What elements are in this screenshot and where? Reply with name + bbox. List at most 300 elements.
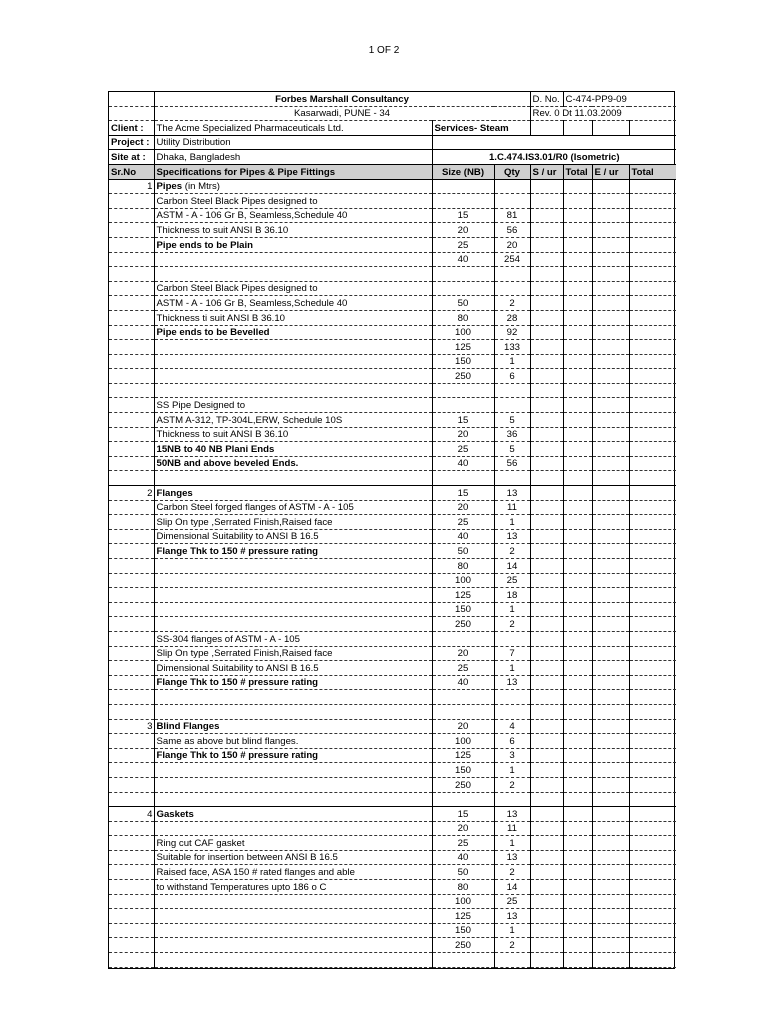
row-qty: 13 [494, 529, 530, 544]
doc-no-value: C-474-PP9-09 [563, 92, 676, 106]
row-e-ur [592, 456, 629, 471]
row-total-e [629, 223, 676, 238]
row-sr-no [109, 938, 154, 953]
row-total-e [629, 456, 676, 471]
row-s-ur [530, 909, 563, 924]
row-total-s [563, 179, 592, 194]
row-total-s [563, 807, 592, 822]
row-spec-suffix: (in Mtrs) [182, 181, 220, 193]
row-total-s [563, 223, 592, 238]
row-e-ur [592, 734, 629, 749]
row-size: 125 [432, 748, 494, 763]
table-row [109, 675, 676, 690]
table-row [109, 456, 676, 471]
table-row [109, 617, 676, 632]
row-sr-no [109, 369, 154, 384]
row-specification: Carbon Steel forged flanges of ASTM - A - 105 [154, 500, 432, 515]
table-row [109, 573, 676, 588]
row-total-s [563, 398, 592, 413]
row-size: 250 [432, 369, 494, 384]
table-row [109, 237, 676, 252]
row-size [432, 398, 494, 413]
table-row [109, 631, 676, 646]
row-sr-no [109, 763, 154, 778]
row-total-e [629, 836, 676, 851]
row-s-ur [530, 208, 563, 223]
row-qty: 13 [494, 675, 530, 690]
row-specification [154, 690, 432, 705]
row-size: 15 [432, 208, 494, 223]
row-size [432, 281, 494, 296]
row-e-ur [592, 398, 629, 413]
row-total-s [563, 340, 592, 355]
row-total-e [629, 880, 676, 895]
row-sr-no [109, 223, 154, 238]
row-qty [494, 383, 530, 398]
row-qty: 13 [494, 807, 530, 822]
row-specification: Flange Thk to 150 # pressure rating [154, 544, 432, 559]
row-sr-no [109, 821, 154, 836]
row-qty [494, 690, 530, 705]
row-sr-no [109, 500, 154, 515]
row-qty: 2 [494, 777, 530, 792]
row-total-e [629, 529, 676, 544]
row-total-e [629, 179, 676, 194]
row-total-e [629, 398, 676, 413]
row-qty: 11 [494, 500, 530, 515]
row-s-ur [530, 631, 563, 646]
row-total-e [629, 544, 676, 559]
row-s-ur [530, 500, 563, 515]
row-specification [154, 617, 432, 632]
row-total-s [563, 923, 592, 938]
row-total-e [629, 588, 676, 603]
table-row [109, 719, 676, 734]
row-size [432, 194, 494, 209]
row-e-ur [592, 880, 629, 895]
row-specification [154, 909, 432, 924]
row-total-e [629, 777, 676, 792]
row-specification: ASTM A-312, TP-304L,ERW, Schedule 10S [154, 413, 432, 428]
row-size: 20 [432, 223, 494, 238]
row-total-s [563, 704, 592, 719]
row-specification [154, 792, 432, 807]
col-total-e: Total [629, 164, 676, 179]
table-row [109, 296, 676, 311]
row-size: 250 [432, 938, 494, 953]
row-total-s [563, 909, 592, 924]
row-qty: 92 [494, 325, 530, 340]
row-specification [154, 179, 432, 194]
row-s-ur [530, 880, 563, 895]
row-qty: 6 [494, 734, 530, 749]
row-size: 20 [432, 821, 494, 836]
row-s-ur [530, 427, 563, 442]
table-row [109, 559, 676, 574]
row-qty: 4 [494, 719, 530, 734]
row-e-ur [592, 807, 629, 822]
company-address: Kasarwadi, PUNE - 34 [154, 106, 530, 121]
row-size: 25 [432, 237, 494, 252]
row-qty: 13 [494, 850, 530, 865]
row-e-ur [592, 194, 629, 209]
table-row [109, 777, 676, 792]
row-sr-no [109, 471, 154, 486]
row-size: 20 [432, 646, 494, 661]
row-size: 80 [432, 310, 494, 325]
row-s-ur [530, 559, 563, 574]
row-size: 100 [432, 325, 494, 340]
row-total-s [563, 544, 592, 559]
row-sr-no [109, 836, 154, 851]
row-e-ur [592, 573, 629, 588]
row-size [432, 792, 494, 807]
row-total-s [563, 602, 592, 617]
row-qty: 5 [494, 442, 530, 457]
row-sr-no [109, 748, 154, 763]
row-qty: 14 [494, 880, 530, 895]
row-qty [494, 471, 530, 486]
table-row [109, 544, 676, 559]
table-row [109, 310, 676, 325]
table-row [109, 661, 676, 676]
row-total-s [563, 734, 592, 749]
row-total-e [629, 938, 676, 953]
row-e-ur [592, 617, 629, 632]
table-row [109, 923, 676, 938]
row-specification: 50NB and above beveled Ends. [154, 456, 432, 471]
row-specification [154, 267, 432, 282]
row-sr-no [109, 413, 154, 428]
row-e-ur [592, 500, 629, 515]
table-row [109, 281, 676, 296]
row-specification: Dimensional Suitability to ANSI B 16.5 [154, 529, 432, 544]
row-specification: 15NB to 40 NB Plani Ends [154, 442, 432, 457]
row-sr-no [109, 515, 154, 530]
row-size [432, 690, 494, 705]
row-s-ur [530, 719, 563, 734]
table-row [109, 179, 676, 194]
row-s-ur [530, 179, 563, 194]
table-row [109, 807, 676, 822]
row-total-e [629, 675, 676, 690]
row-e-ur [592, 310, 629, 325]
table-row [109, 398, 676, 413]
table-row [109, 894, 676, 909]
client-value: The Acme Specialized Pharmaceuticals Ltd. [154, 121, 432, 136]
row-size: 20 [432, 427, 494, 442]
row-size: 50 [432, 296, 494, 311]
header-row-address [109, 106, 676, 121]
row-total-e [629, 325, 676, 340]
row-total-s [563, 777, 592, 792]
row-total-s [563, 208, 592, 223]
row-e-ur [592, 223, 629, 238]
row-qty: 2 [494, 544, 530, 559]
table-row [109, 938, 676, 953]
row-qty: 1 [494, 515, 530, 530]
row-qty: 5 [494, 413, 530, 428]
site-label: Site at : [109, 150, 154, 165]
row-sr-no [109, 617, 154, 632]
row-qty [494, 631, 530, 646]
row-qty: 1 [494, 763, 530, 778]
row-qty: 3 [494, 748, 530, 763]
row-s-ur [530, 369, 563, 384]
row-s-ur [530, 486, 563, 501]
row-sr-no [109, 296, 154, 311]
row-total-e [629, 383, 676, 398]
row-sr-no [109, 398, 154, 413]
drawing-ref: 1.C.474.IS3.01/R0 (Isometric) [432, 150, 676, 165]
row-total-e [629, 252, 676, 267]
row-specification [154, 923, 432, 938]
row-s-ur [530, 675, 563, 690]
row-e-ur [592, 442, 629, 457]
row-total-s [563, 953, 592, 968]
row-specification [154, 369, 432, 384]
row-e-ur [592, 486, 629, 501]
row-s-ur [530, 529, 563, 544]
row-total-s [563, 573, 592, 588]
row-total-s [563, 836, 592, 851]
row-s-ur [530, 894, 563, 909]
row-size [432, 179, 494, 194]
row-total-e [629, 296, 676, 311]
row-specification: Thickness to suit ANSI B 36.10 [154, 427, 432, 442]
row-s-ur [530, 354, 563, 369]
row-specification: Slip On type ,Serrated Finish,Raised face [154, 646, 432, 661]
row-qty [494, 398, 530, 413]
row-qty: 2 [494, 938, 530, 953]
row-specification: Thickness to suit ANSI B 36.10 [154, 223, 432, 238]
row-specification: Flange Thk to 150 # pressure rating [154, 748, 432, 763]
row-e-ur [592, 704, 629, 719]
row-specification: Slip On type ,Serrated Finish,Raised face [154, 515, 432, 530]
row-total-e [629, 442, 676, 457]
row-size: 50 [432, 865, 494, 880]
row-specification [154, 704, 432, 719]
row-total-e [629, 340, 676, 355]
row-e-ur [592, 923, 629, 938]
row-sr-no [109, 208, 154, 223]
row-total-e [629, 661, 676, 676]
row-e-ur [592, 427, 629, 442]
table-row [109, 529, 676, 544]
row-qty: 28 [494, 310, 530, 325]
col-total-s: Total [563, 164, 592, 179]
row-total-e [629, 909, 676, 924]
row-total-s [563, 486, 592, 501]
row-e-ur [592, 588, 629, 603]
row-total-s [563, 267, 592, 282]
row-total-s [563, 792, 592, 807]
row-sr-no [109, 325, 154, 340]
row-total-s [563, 500, 592, 515]
row-total-e [629, 413, 676, 428]
row-e-ur [592, 296, 629, 311]
row-s-ur [530, 938, 563, 953]
row-total-e [629, 807, 676, 822]
row-e-ur [592, 267, 629, 282]
row-s-ur [530, 836, 563, 851]
col-qty: Qty [494, 164, 530, 179]
row-total-e [629, 865, 676, 880]
row-total-s [563, 865, 592, 880]
row-size: 40 [432, 850, 494, 865]
row-sr-no [109, 456, 154, 471]
row-size: 20 [432, 500, 494, 515]
row-sr-no [109, 383, 154, 398]
row-s-ur [530, 792, 563, 807]
row-size: 80 [432, 880, 494, 895]
row-e-ur [592, 179, 629, 194]
row-e-ur [592, 237, 629, 252]
col-sr-no: Sr.No [109, 164, 154, 179]
row-specification: Flanges [154, 486, 432, 501]
row-sr-no [109, 646, 154, 661]
row-total-e [629, 267, 676, 282]
row-specification: Gaskets [154, 807, 432, 822]
row-sr-no [109, 631, 154, 646]
row-size: 150 [432, 354, 494, 369]
table-row [109, 471, 676, 486]
row-specification: Dimensional Suitability to ANSI B 16.5 [154, 661, 432, 676]
row-total-s [563, 310, 592, 325]
row-sr-no [109, 792, 154, 807]
table-row [109, 267, 676, 282]
row-e-ur [592, 777, 629, 792]
row-qty: 25 [494, 894, 530, 909]
row-s-ur [530, 515, 563, 530]
row-e-ur [592, 252, 629, 267]
row-qty [494, 792, 530, 807]
row-size: 15 [432, 807, 494, 822]
row-qty: 11 [494, 821, 530, 836]
table-row [109, 486, 676, 501]
row-total-s [563, 690, 592, 705]
row-e-ur [592, 354, 629, 369]
row-s-ur [530, 690, 563, 705]
col-e-ur: E / ur [592, 164, 629, 179]
row-specification [154, 559, 432, 574]
row-qty [494, 281, 530, 296]
row-specification [154, 471, 432, 486]
doc-no-label: D. No. [530, 92, 563, 106]
row-total-s [563, 413, 592, 428]
table-row [109, 442, 676, 457]
row-qty: 36 [494, 427, 530, 442]
row-specification [154, 777, 432, 792]
table-row [109, 704, 676, 719]
row-s-ur [530, 865, 563, 880]
row-sr-no [109, 310, 154, 325]
table-row [109, 880, 676, 895]
row-total-e [629, 471, 676, 486]
row-e-ur [592, 646, 629, 661]
row-e-ur [592, 938, 629, 953]
row-specification: Carbon Steel Black Pipes designed to [154, 194, 432, 209]
row-specification: Carbon Steel Black Pipes designed to [154, 281, 432, 296]
row-qty: 1 [494, 661, 530, 676]
row-qty: 133 [494, 340, 530, 355]
row-specification: Suitable for insertion between ANSI B 16.5 [154, 850, 432, 865]
row-s-ur [530, 471, 563, 486]
row-specification: Pipe ends to be Plain [154, 237, 432, 252]
row-e-ur [592, 792, 629, 807]
row-s-ur [530, 704, 563, 719]
row-s-ur [530, 646, 563, 661]
row-total-e [629, 923, 676, 938]
row-s-ur [530, 953, 563, 968]
table-row [109, 909, 676, 924]
project-value: Utility Distribution [154, 135, 432, 150]
row-qty: 20 [494, 237, 530, 252]
row-total-s [563, 354, 592, 369]
row-total-s [563, 850, 592, 865]
row-size: 40 [432, 529, 494, 544]
row-total-s [563, 252, 592, 267]
row-sr-no [109, 777, 154, 792]
row-total-s [563, 456, 592, 471]
row-total-s [563, 529, 592, 544]
row-sr-no: 2 [109, 486, 154, 501]
row-specification: Thickness ti suit ANSI B 36.10 [154, 310, 432, 325]
row-qty [494, 194, 530, 209]
table-row [109, 252, 676, 267]
col-s-ur: S / ur [530, 164, 563, 179]
row-s-ur [530, 281, 563, 296]
column-header-row [109, 164, 676, 179]
row-e-ur [592, 559, 629, 574]
row-specification [154, 894, 432, 909]
row-e-ur [592, 690, 629, 705]
row-s-ur [530, 310, 563, 325]
table-row [109, 340, 676, 355]
table-row [109, 427, 676, 442]
row-total-s [563, 821, 592, 836]
row-size [432, 383, 494, 398]
row-sr-no: 1 [109, 179, 154, 194]
header-row-client [109, 121, 676, 136]
row-specification: ASTM - A - 106 Gr B, Seamless,Schedule 40 [154, 208, 432, 223]
row-total-s [563, 559, 592, 574]
row-size: 20 [432, 719, 494, 734]
row-sr-no [109, 880, 154, 895]
row-s-ur [530, 661, 563, 676]
row-specification: Raised face, ASA 150 # rated flanges and able [154, 865, 432, 880]
row-e-ur [592, 325, 629, 340]
table-row [109, 354, 676, 369]
row-total-e [629, 631, 676, 646]
row-qty [494, 953, 530, 968]
row-qty: 25 [494, 573, 530, 588]
row-s-ur [530, 442, 563, 457]
row-e-ur [592, 661, 629, 676]
row-specification [154, 340, 432, 355]
row-s-ur [530, 602, 563, 617]
row-size: 15 [432, 486, 494, 501]
table-row [109, 953, 676, 968]
table-row [109, 588, 676, 603]
row-total-s [563, 719, 592, 734]
row-total-s [563, 369, 592, 384]
row-e-ur [592, 719, 629, 734]
row-specification [154, 602, 432, 617]
row-sr-no [109, 559, 154, 574]
services: Services- Steam [432, 121, 530, 136]
row-size: 15 [432, 413, 494, 428]
